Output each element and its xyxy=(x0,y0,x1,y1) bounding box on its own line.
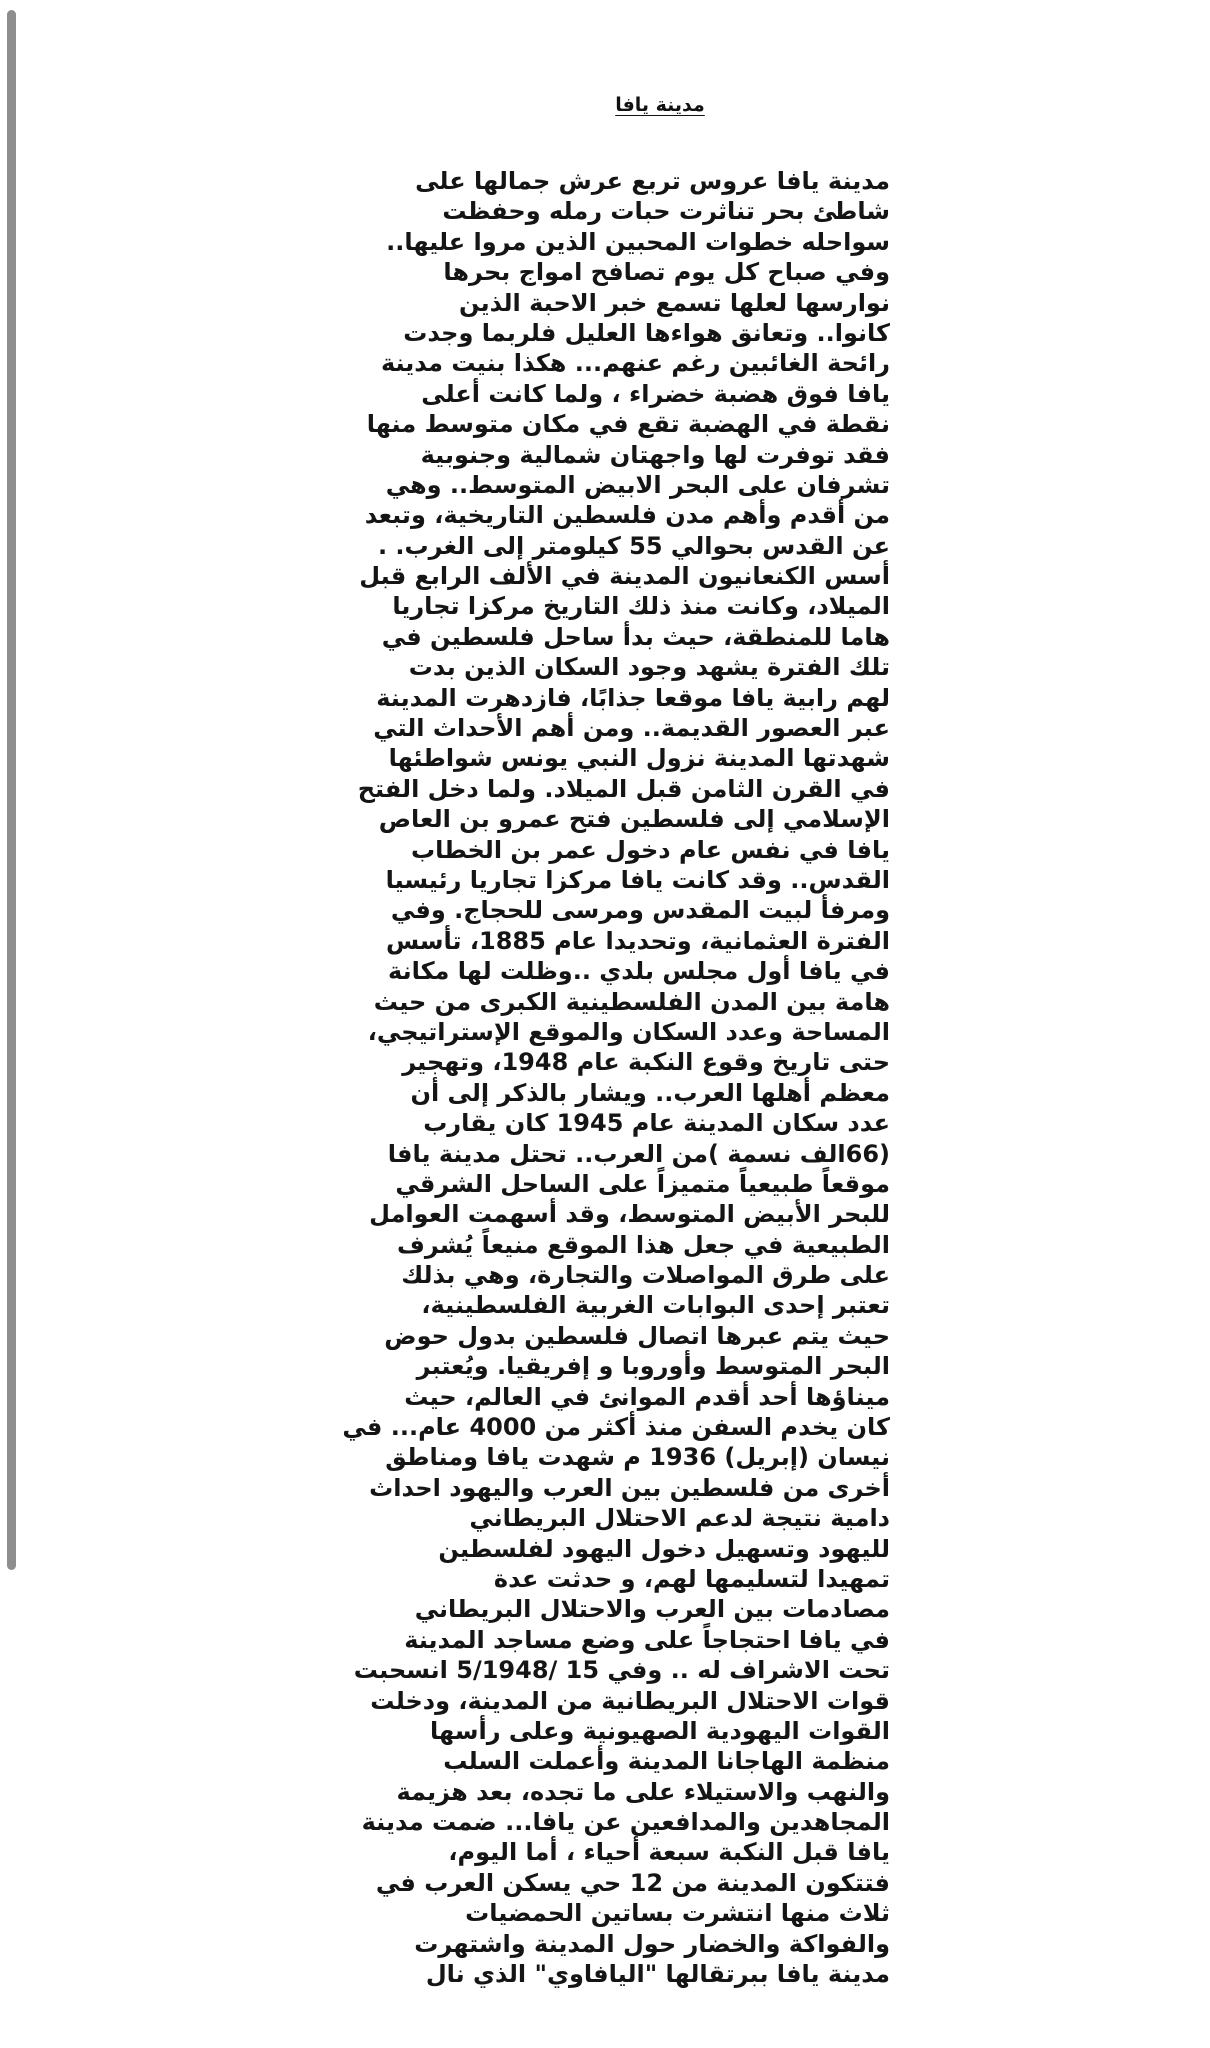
text-line: نوارسها لعلها تسمع خبر الاحبة الذين xyxy=(459,288,890,317)
text-line: القدس.. وقد كانت يافا مركزا تجاريا رئيسيا xyxy=(385,865,890,894)
text-line: القوات اليهودية الصهيونية وعلى رأسها xyxy=(430,1716,890,1745)
text-line: فقد توفرت لها واجهتان شمالية وجنوبية xyxy=(420,440,890,469)
text-line: قوات الاحتلال البريطانية من المدينة، ودخلت xyxy=(370,1686,890,1715)
text-line: شاطئ بحر تناثرت حبات رمله وحفظت xyxy=(442,197,890,226)
text-line: هاما للمنطقة، حيث بدأ ساحل فلسطين في xyxy=(381,622,890,651)
text-line: رائحة الغائبين رغم عنهم... هكذا بنيت مدينة xyxy=(380,349,890,378)
text-line: للبحر الأبيض المتوسط، وقد أسهمت العوامل xyxy=(369,1200,890,1229)
text-line: ميناؤها أحد أقدم الموانئ في العالم، حيث xyxy=(404,1382,890,1411)
text-line: تشرفان على البحر الابيض المتوسط.. وهي xyxy=(385,470,890,499)
text-line: سواحله خطوات المحبين الذين مروا عليها.. xyxy=(386,227,890,256)
text-line: عدد سكان المدينة عام 1945 كان يقارب xyxy=(423,1109,890,1138)
text-line: حيث يتم عبرها اتصال فلسطين بدول حوض xyxy=(384,1321,890,1350)
article-body xyxy=(342,166,890,1989)
text-line: معظم أهلها العرب.. ويشار بالذكر إلى أن xyxy=(410,1078,890,1107)
vertical-scrollbar[interactable] xyxy=(7,10,16,1570)
text-line: الميلاد، وكانت منذ ذلك التاريخ مركزا تجاريا xyxy=(392,592,890,621)
text-line: (66الف نسمة )من العرب.. تحتل مدينة يافا xyxy=(387,1139,890,1168)
text-line: لليهود وتسهيل دخول اليهود لفلسطين xyxy=(438,1534,890,1563)
text-line: المجاهدين والمدافعين عن يافا... ضمت مدينة xyxy=(361,1808,890,1837)
text-line: عن القدس بحوالي 55 كيلومتر إلى الغرب. . xyxy=(377,531,890,560)
text-line: كان يخدم السفن منذ أكثر من 4000 عام... في xyxy=(342,1413,890,1442)
text-line: كانوا.. وتعانق هواءها العليل فلربما وجدت xyxy=(403,318,890,347)
text-line: أخرى من فلسطين بين العرب واليهود احداث xyxy=(369,1473,890,1502)
text-line: من أقدم وأهم مدن فلسطين التاريخية، وتبعد xyxy=(364,501,890,530)
text-line: تعتبر إحدى البوابات الغربية الفلسطينية، xyxy=(421,1291,890,1320)
text-line: يافا قبل النكبة سبعة أحياء ، أما اليوم، xyxy=(448,1838,890,1867)
text-line: موقعاً طبيعياً متميزاً على الساحل الشرقي xyxy=(395,1169,890,1198)
text-line: ومرفأ لبيت المقدس ومرسى للحجاج. وفي xyxy=(390,896,890,925)
text-line: الطبيعية في جعل هذا الموقع منيعاً يُشرف xyxy=(397,1230,890,1259)
text-line: البحر المتوسط وأوروبا و إفريقيا. ويُعتبر xyxy=(416,1352,890,1381)
text-line: وفي صباح كل يوم تصافح امواج بحرها xyxy=(443,258,890,287)
text-line: نقطة في الهضبة تقع في مكان متوسط منها xyxy=(366,410,890,439)
text-line: ثلاث منها انتشرت بساتين الحمضيات xyxy=(465,1899,890,1928)
text-line: مصادمات بين العرب والاحتلال البريطاني xyxy=(414,1595,890,1624)
text-line: مدينة يافا عروس تربع عرش جمالها على xyxy=(415,167,890,195)
text-line: تمهيدا لتسليمها لهم، و حدثت عدة xyxy=(493,1564,890,1593)
text-line: لهم رابية يافا موقعا جذابًا، فازدهرت المدينة xyxy=(376,683,890,712)
text-line: هامة بين المدن الفلسطينية الكبرى من حيث xyxy=(373,987,890,1016)
text-line: عبر العصور القديمة.. ومن أهم الأحداث التي xyxy=(373,714,890,743)
text-line: شهدتها المدينة نزول النبي يونس شواطئها xyxy=(388,744,890,773)
text-line: نيسان (إبريل) 1936 م شهدت يافا ومناطق xyxy=(385,1443,890,1472)
text-line: يافا فوق هضبة خضراء ، ولما كانت أعلى xyxy=(421,379,890,408)
text-line: في يافا احتجاجاً على وضع مساجد المدينة xyxy=(404,1625,890,1654)
text-line: على طرق المواصلات والتجارة، وهي بذلك xyxy=(401,1261,890,1290)
text-line: الفترة العثمانية، وتحديدا عام 1885، تأسس xyxy=(385,926,890,955)
text-line: والنهب والاستيلاء على ما تجده، بعد هزيمة xyxy=(396,1777,890,1806)
text-line: حتى تاريخ وقوع النكبة عام 1948، وتهجير xyxy=(402,1048,890,1077)
text-line: تلك الفترة يشهد وجود السكان الذين بدت xyxy=(408,653,890,682)
text-line: منظمة الهاجانا المدينة وأعملت السلب xyxy=(443,1747,890,1776)
text-line: دامية نتيجة لدعم الاحتلال البريطاني xyxy=(469,1504,890,1533)
text-line: مدينة يافا ببرتقالها "اليافاوي" الذي نال xyxy=(425,1960,890,1989)
text-line: تحت الاشراف له .. وفي 15 /5/1948 انسحبت xyxy=(353,1656,890,1685)
text-line: أسس الكنعانيون المدينة في الألف الرابع قبل xyxy=(359,562,890,591)
text-line: في يافا أول مجلس بلدي ..وظلت لها مكانة xyxy=(388,957,890,986)
text-line: الإسلامي إلى فلسطين فتح عمرو بن العاص xyxy=(378,805,890,834)
page-title: مدينة يافا xyxy=(615,94,705,116)
text-line: في القرن الثامن قبل الميلاد. ولما دخل الفتح xyxy=(357,774,890,803)
text-line: المساحة وعدد السكان والموقع الإستراتيجي، xyxy=(367,1017,890,1046)
text-line: والفواكة والخضار حول المدينة واشتهرت xyxy=(414,1929,890,1958)
text-line: يافا في نفس عام دخول عمر بن الخطاب xyxy=(411,835,890,864)
text-line: فتتكون المدينة من 12 حي يسكن العرب في xyxy=(375,1868,890,1897)
